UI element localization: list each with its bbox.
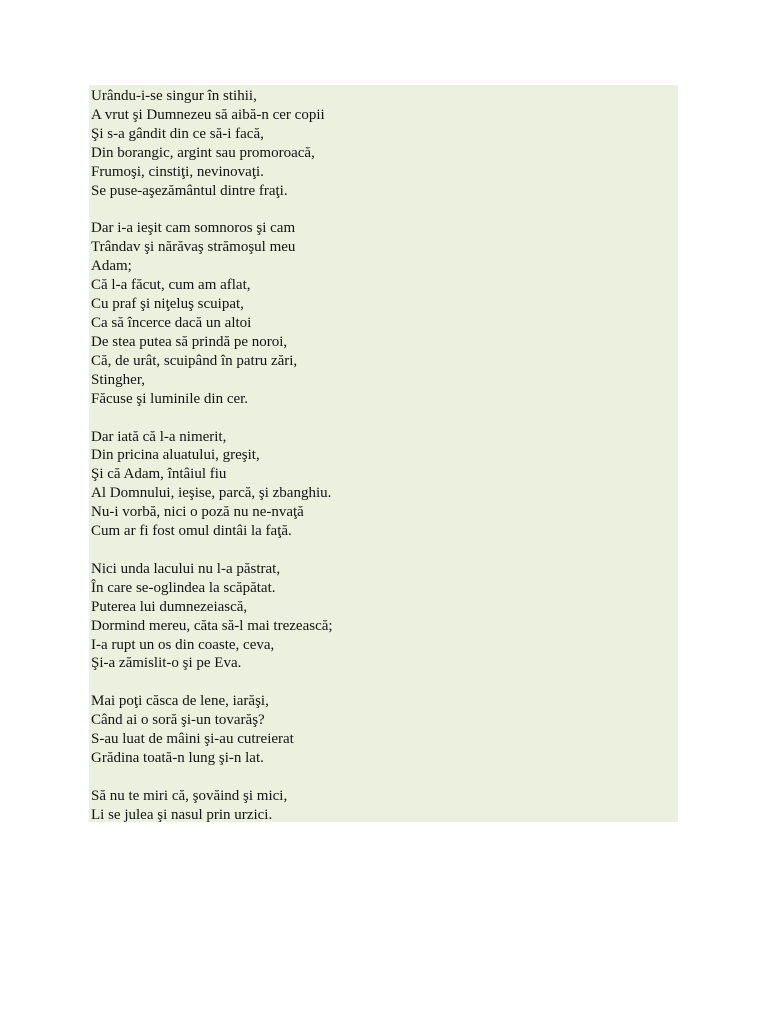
poem-line: Nici unda lacului nu l-a păstrat, bbox=[91, 560, 281, 577]
poem-stanza bbox=[91, 692, 678, 768]
poem-line: Că, de urât, scuipând în patru zări, bbox=[91, 352, 298, 369]
poem-line: Să nu te miri că, şovăind şi mici, bbox=[91, 788, 288, 804]
poem-line: În care se-oglindea la scăpătat. bbox=[91, 579, 276, 596]
poem-stanza bbox=[91, 787, 678, 825]
poem-line: Mai poţi căsca de lene, iarăşi, bbox=[91, 693, 269, 710]
poem-line: S-au luat de mâini şi-au cutreierat bbox=[91, 731, 294, 748]
poem-line: Cu praf şi niţeluş scuipat, bbox=[91, 296, 244, 313]
poem-line: De stea putea să prindă pe noroi, bbox=[91, 333, 288, 350]
poem-line: Puterea lui dumnezeiască, bbox=[91, 598, 248, 615]
poem-line: A vrut şi Dumnezeu să aibă-n cer copii bbox=[91, 106, 325, 123]
poem-stanza bbox=[91, 428, 678, 541]
poem-line: Din pricina aluatului, greşit, bbox=[91, 447, 260, 464]
poem-stanza bbox=[91, 87, 678, 200]
poem-stanza bbox=[91, 560, 678, 673]
poem-line: Cum ar fi fost omul dintâi la faţă. bbox=[91, 523, 292, 540]
poem-line: Şi s-a gândit din ce să-i facă, bbox=[91, 125, 264, 142]
poem-line: Se puse-aşezământul dintre fraţi. bbox=[91, 182, 288, 199]
poem-line: Urându-i-se singur în stihii, bbox=[91, 88, 257, 104]
poem-line: Grădina toată-n lung şi-n lat. bbox=[91, 750, 264, 767]
poem-line: Dormind mereu, căta să-l mai trezească; bbox=[91, 617, 333, 634]
poem-text-box bbox=[89, 85, 678, 822]
poem-line: I-a rupt un os din coaste, ceva, bbox=[91, 636, 275, 653]
poem-line: Că l-a făcut, cum am aflat, bbox=[91, 277, 251, 294]
poem-line: Dar iată că l-a nimerit, bbox=[91, 428, 227, 445]
poem-line: Dar i-a ieşit cam somnoros şi cam bbox=[91, 220, 296, 237]
poem-line: Făcuse şi luminile din cer. bbox=[91, 390, 249, 407]
poem-line: Stingher, bbox=[91, 371, 145, 388]
poem-line: Al Domnului, ieşise, parcă, şi zbanghiu. bbox=[91, 485, 332, 502]
poem-line: Şi-a zămislit-o şi pe Eva. bbox=[91, 655, 242, 672]
poem-stanza bbox=[91, 219, 678, 408]
poem-line: Li se julea şi nasul prin urzici. bbox=[91, 806, 273, 823]
poem-line: Ca să încerce dacă un altoi bbox=[91, 314, 252, 331]
poem-line: Când ai o soră şi-un tovarăş? bbox=[91, 712, 265, 729]
poem-line: Adam; bbox=[91, 258, 132, 275]
poem-line: Trândav şi nărăvaş strămoşul meu bbox=[91, 239, 296, 256]
poem-line: Frumoşi, cinstiţi, nevinovaţi. bbox=[91, 163, 264, 180]
poem-line: Nu-i vorbă, nici o poză nu ne-nvaţă bbox=[91, 504, 304, 521]
poem-line: Din borangic, argint sau promoroacă, bbox=[91, 144, 315, 161]
poem-line: Şi că Adam, întâiul fiu bbox=[91, 466, 227, 483]
